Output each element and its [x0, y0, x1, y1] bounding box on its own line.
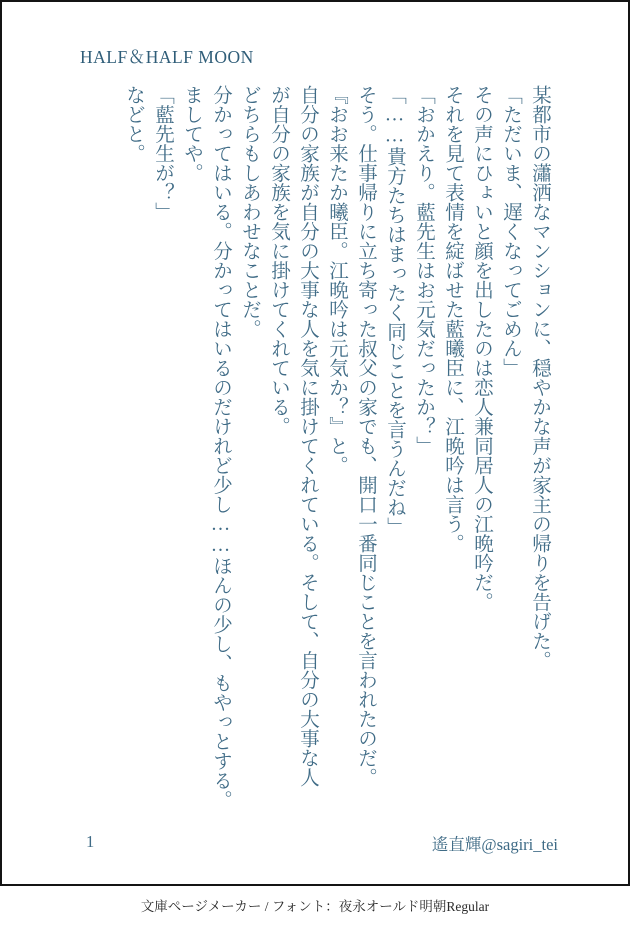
text-line: 「藍先生が？」 [152, 85, 173, 222]
vertical-text-body [119, 85, 554, 810]
text-line: その声にひょいと顔を出したのは恋人兼同居人の江晩吟だ。 [471, 85, 492, 612]
generator-caption: 文庫ページメーカー / フォント：夜永オールド明朝Regular [140, 899, 490, 914]
text-line: どちらもしあわせなことだ。 [239, 85, 260, 339]
text-line: 分かってはいる。分かってはいるのだけれど少し……ほんの少し、もやっとする。 [210, 85, 231, 810]
page-number: 1 [86, 832, 95, 851]
text-line: 『おお来たか曦臣。江晩吟は元気か？』と。 [326, 85, 347, 475]
page-header-title: HALF＆HALF MOON [80, 47, 254, 67]
text-line: などと。 [123, 85, 144, 163]
text-line: が自分の家族を気に掛けてくれている。 [268, 85, 289, 436]
text-line: そう。仕事帰りに立ち寄った叔父の家でも、開口一番同じことを言われたのだ。 [355, 85, 376, 787]
text-line: 某都市の瀟洒なマンションに、穏やかな声が家主の帰りを告げた。 [529, 85, 550, 670]
text-line: それを見て表情を綻ばせた藍曦臣に、江晩吟は言う。 [442, 85, 463, 553]
text-line: 「……貴方たちはまったく同じことを言うんだね」 [384, 85, 405, 537]
text-line: ましてや。 [181, 85, 202, 183]
text-line: 「ただいま、遅くなってごめん」 [500, 85, 521, 378]
text-line: 自分の家族が自分の大事な人を気に掛けてくれている。そして、自分の大事な人 [297, 85, 318, 787]
text-line: 「おかえり。藍先生はお元気だったか？」 [413, 85, 434, 456]
author-credit: 遙直輝@sagiri_tei [431, 835, 558, 854]
